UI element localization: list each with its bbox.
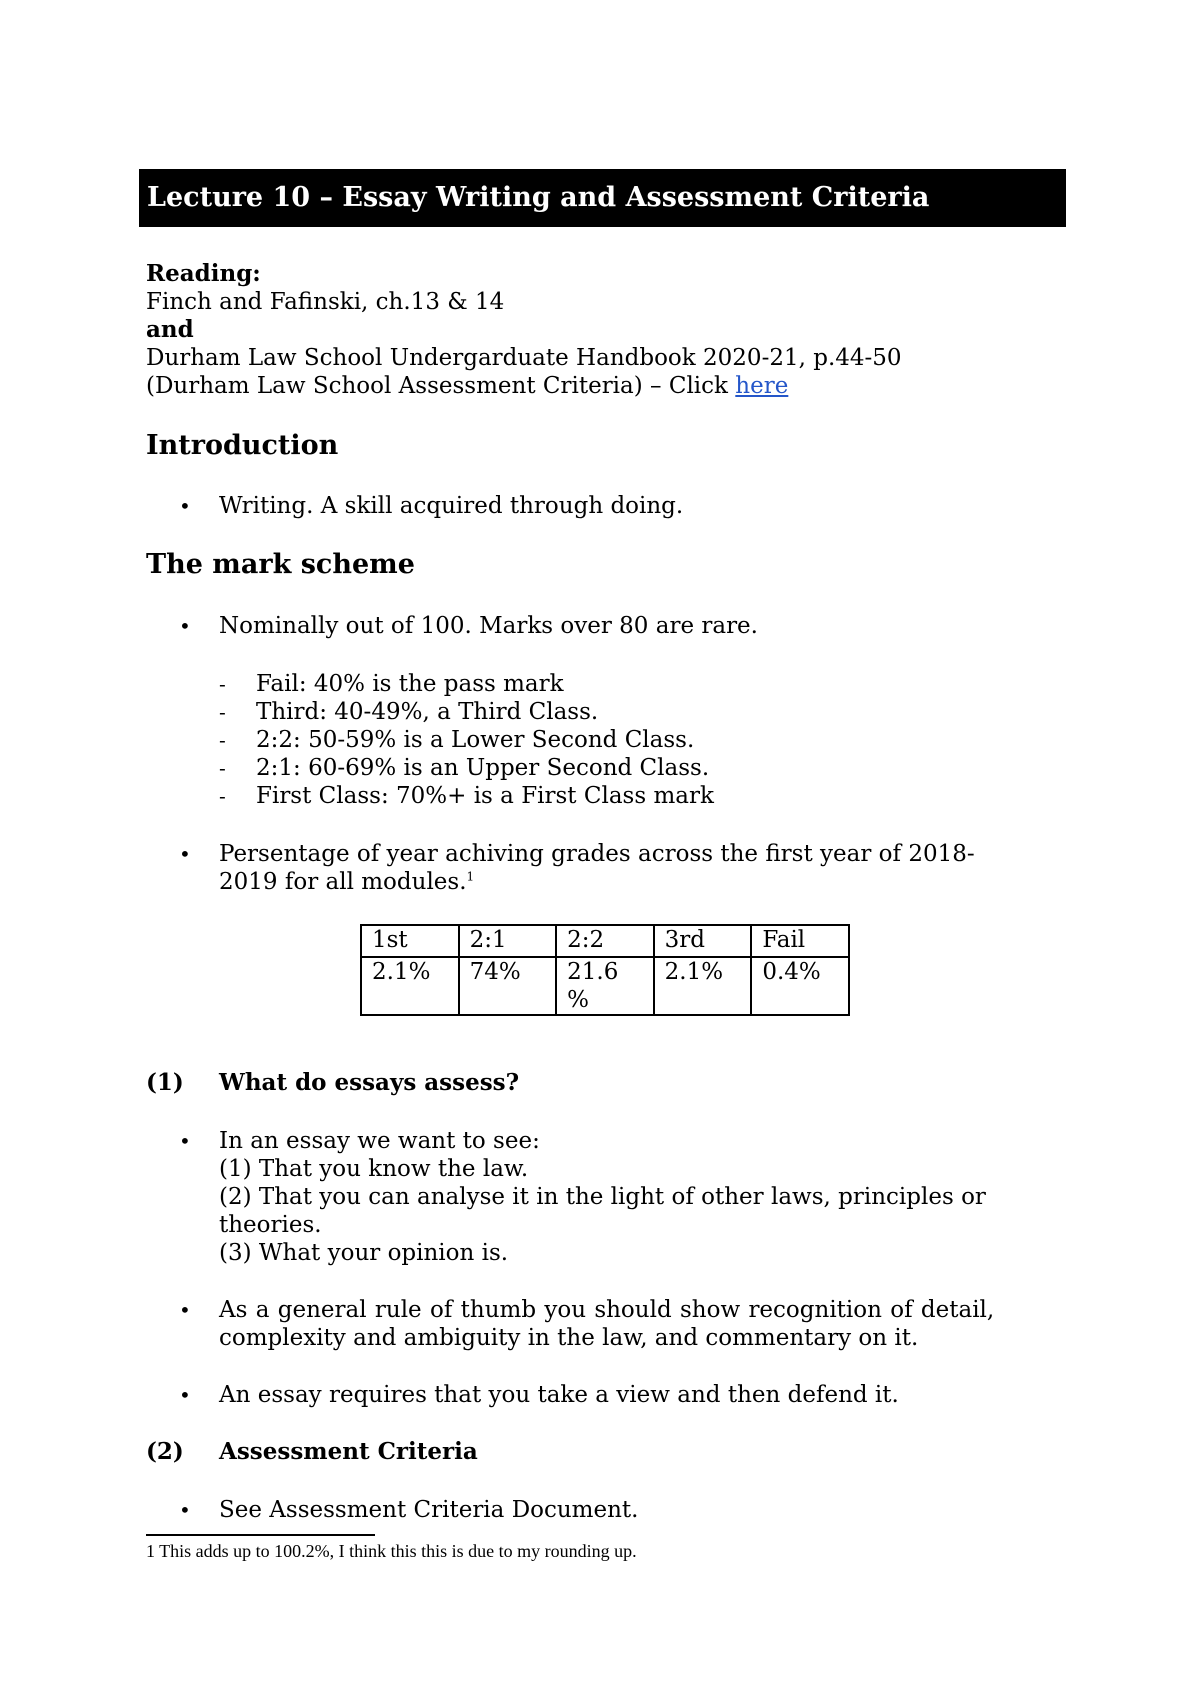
mark-scheme-bullet-2-line-2 [219,868,474,896]
reading-line-3 [146,372,788,400]
bullet-icon: • [179,1129,191,1153]
bullet-icon: • [179,614,191,638]
table-cell: 21.6 % [556,957,654,1015]
here-link[interactable]: here [735,373,789,399]
section-1-bullet-2-line-2: complexity and ambiguity in the law, and commentary on it. [219,1325,919,1351]
section-2-number: (2) [146,1438,184,1465]
section-1-number: (1) [146,1069,184,1096]
table-cell: 2.1% [654,957,752,1015]
table-cell: 2.1% [361,957,459,1015]
dash-icon: - [219,784,226,808]
reading-and: and [146,316,194,343]
mark-scheme-bullet-1: Nominally out of 100. Marks over 80 are rare. [219,613,758,639]
table-header-cell: Fail [751,925,849,957]
grade-item: 2:2: 50-59% is a Lower Second Class. [256,727,695,753]
intro-bullet-text: Writing. A skill acquired through doing. [219,493,684,519]
dash-icon: - [219,728,226,752]
section-2-title: Assessment Criteria [219,1438,478,1465]
mark-scheme-bullet-2-text: 2019 for all modules. [219,869,467,895]
grade-item: First Class: 70%+ is a First Class mark [256,783,714,809]
section-2-bullet-1: See Assessment Criteria Document. [219,1497,639,1523]
section-1-bullet-1-line: theories. [219,1212,322,1238]
table-header-cell: 2:2 [556,925,654,957]
bullet-icon: • [179,1383,191,1407]
bullet-icon: • [179,1298,191,1322]
table-header-cell: 3rd [654,925,752,957]
grade-item: Fail: 40% is the pass mark [256,671,564,697]
section-1-bullet-1-line: In an essay we want to see: [219,1128,540,1154]
dash-icon: - [219,700,226,724]
table-header-row [361,925,849,957]
grades-table [360,924,850,1016]
grade-item: Third: 40-49%, a Third Class. [256,699,599,725]
footnote-separator [146,1534,375,1536]
bullet-icon: • [179,494,191,518]
section-1-bullet-3: An essay requires that you take a view and then defend it. [219,1382,899,1408]
dash-icon: - [219,756,226,780]
introduction-heading: Introduction [146,430,339,461]
reading-line-1: Finch and Fafinski, ch.13 & 14 [146,289,505,315]
dash-icon: - [219,672,226,696]
mark-scheme-heading: The mark scheme [146,549,415,580]
footnote-ref: 1 [466,869,475,884]
reading-line-3-text: (Durham Law School Assessment Criteria) – Click [146,373,736,399]
section-1-bullet-1-line: (1) That you know the law. [219,1156,529,1182]
table-cell: 74% [459,957,557,1015]
footnote: 1 This adds up to 100.2%, I think this this is due to my rounding up. [146,1541,637,1561]
section-1-bullet-1-line: (2) That you can analyse it in the light of other laws, principles or [219,1184,986,1210]
section-1-bullet-2-line-1: As a general rule of thumb you should show recognition of detail, [219,1297,995,1323]
section-1-bullet-1-line: (3) What your opinion is. [219,1240,509,1266]
bullet-icon: • [179,842,191,866]
table-row [361,957,849,1015]
reading-line-2: Durham Law School Undergarduate Handbook 2020-21, p.44-50 [146,345,902,371]
section-1-title: What do essays assess? [219,1069,520,1096]
mark-scheme-bullet-2-line-1: Persentage of year achiving grades across the first year of 2018- [219,841,975,867]
table-cell: 0.4% [751,957,849,1015]
grade-item: 2:1: 60-69% is an Upper Second Class. [256,755,710,781]
page-title: Lecture 10 – Essay Writing and Assessment Criteria [139,169,1066,227]
table-header-cell: 2:1 [459,925,557,957]
bullet-icon: • [179,1498,191,1522]
table-header-cell: 1st [361,925,459,957]
reading-label: Reading: [146,260,261,287]
